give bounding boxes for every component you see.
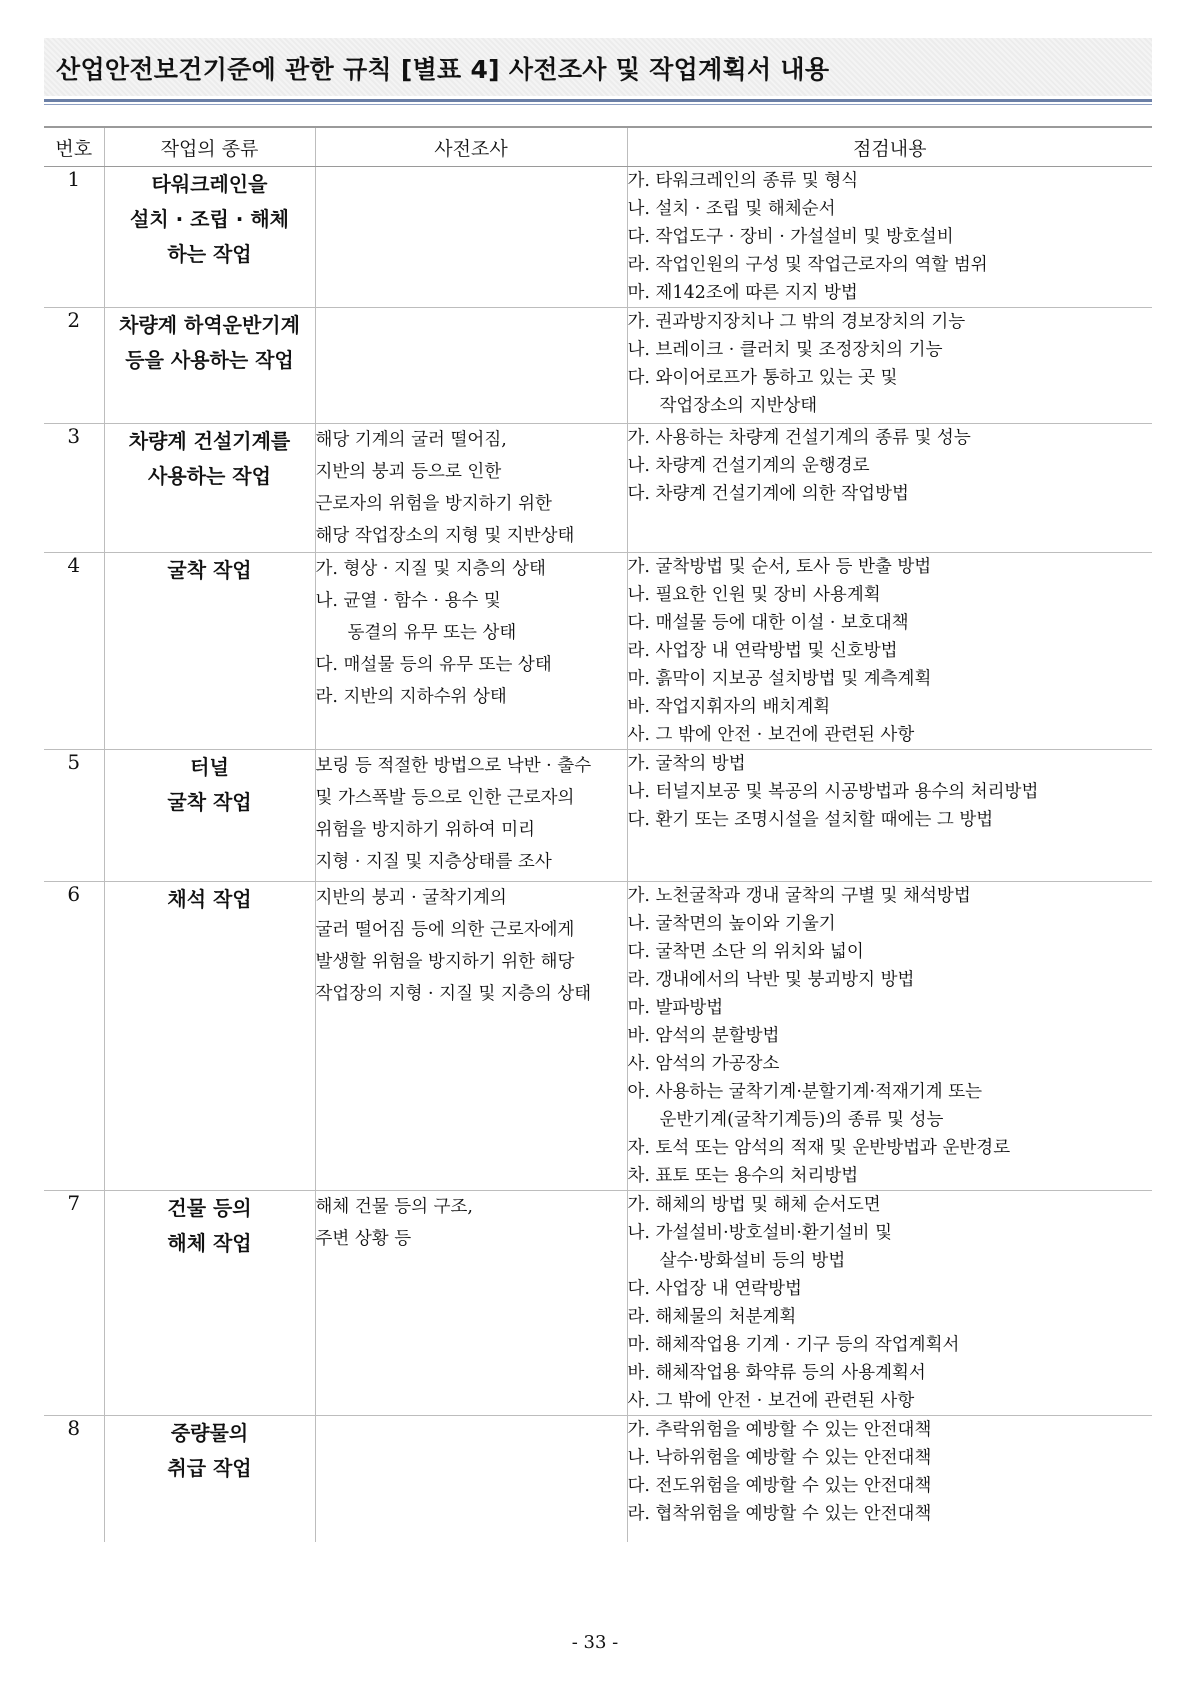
- table-row: [44, 882, 1152, 1191]
- pre-survey-line: 해당 작업장소의 지형 및 지반상태: [315, 526, 575, 546]
- inspection-item: 가. 타워크레인의 종류 및 형식: [627, 171, 859, 191]
- inspection-item: 다. 전도위험을 예방할 수 있는 안전대책: [627, 1476, 932, 1496]
- inspection-cell: [627, 750, 1152, 882]
- inspection-item: 나. 터널지보공 및 복공의 시공방법과 용수의 처리방법: [627, 782, 1039, 802]
- inspection-item: 다. 차량계 건설기계에 의한 작업방법: [627, 484, 909, 504]
- work-type-cell: [104, 553, 315, 750]
- inspection-item: 마. 해체작업용 기계 · 기구 등의 작업계획서: [627, 1335, 960, 1355]
- pre-survey-line: 지형 · 지질 및 지층상태를 조사: [315, 852, 552, 872]
- inspection-item: 나. 설치 · 조립 및 해체순서: [627, 199, 836, 219]
- inspection-item: 다. 작업도구 · 장비 · 가설설비 및 방호설비: [627, 227, 954, 247]
- pre-survey-cell: [315, 1416, 627, 1542]
- work-type-line: 굴착 작업: [167, 558, 252, 582]
- pre-survey-line: 라. 지반의 지하수위 상태: [315, 687, 507, 707]
- inspection-item: 다. 사업장 내 연락방법: [627, 1279, 802, 1299]
- inspection-cell: [627, 167, 1152, 308]
- work-type-line: 차량계 건설기계를: [128, 429, 291, 453]
- pre-survey-cell: [315, 167, 627, 308]
- pre-survey-line: 지반의 붕괴 · 굴착기계의: [315, 888, 507, 908]
- pre-survey-line: 주변 상황 등: [315, 1229, 412, 1249]
- pre-survey-line: 작업장의 지형 · 지질 및 지층의 상태: [315, 984, 592, 1004]
- inspection-item: 바. 암석의 분할방법: [627, 1026, 780, 1046]
- inspection-item: 사. 그 밖에 안전 · 보건에 관련된 사항: [627, 725, 915, 745]
- inspection-cell: [627, 553, 1152, 750]
- row-number: 7: [44, 1191, 104, 1416]
- table-row: [44, 424, 1152, 553]
- title-band: [44, 38, 1152, 96]
- inspection-item: 라. 사업장 내 연락방법 및 신호방법: [627, 641, 898, 661]
- inspection-item: 바. 해체작업용 화약류 등의 사용계획서: [627, 1363, 926, 1383]
- inspection-item: 다. 매설물 등에 대한 이설 · 보호대책: [627, 613, 909, 633]
- inspection-item: 라. 작업인원의 구성 및 작업근로자의 역할 범위: [627, 255, 988, 275]
- inspection-item: 마. 발파방법: [627, 998, 724, 1018]
- inspection-item: 가. 사용하는 차량계 건설기계의 종류 및 성능: [627, 428, 971, 448]
- pre-survey-cell: [315, 553, 627, 750]
- inspection-item: 나. 가설설비·방호설비·환기설비 및: [627, 1223, 892, 1243]
- inspection-item: 가. 추락위험을 예방할 수 있는 안전대책: [627, 1420, 932, 1440]
- work-type-cell: [104, 1191, 315, 1416]
- pre-survey-line: 동결의 유무 또는 상태: [347, 623, 517, 643]
- work-type-line: 사용하는 작업: [148, 464, 271, 488]
- title-rule-thick: [44, 99, 1152, 102]
- inspection-item: 가. 해체의 방법 및 해체 순서도면: [627, 1195, 881, 1215]
- work-type-line: 하는 작업: [167, 242, 252, 266]
- work-type-line: 건물 등의: [167, 1196, 252, 1220]
- inspection-cell: [627, 308, 1152, 424]
- inspection-item: 라. 협착위험을 예방할 수 있는 안전대책: [627, 1504, 932, 1524]
- inspection-item: 라. 갱내에서의 낙반 및 붕괴방지 방법: [627, 970, 915, 990]
- pre-survey-line: 보링 등 적절한 방법으로 낙반 · 출수: [315, 756, 592, 776]
- pre-survey-line: 가. 형상 · 지질 및 지층의 상태: [315, 559, 546, 579]
- inspection-item: 나. 낙하위험을 예방할 수 있는 안전대책: [627, 1448, 932, 1468]
- pre-survey-line: 해당 기계의 굴러 떨어짐,: [315, 430, 507, 450]
- page-number: - 33 -: [571, 1632, 619, 1653]
- inspection-item: 나. 굴착면의 높이와 기울기: [627, 914, 836, 934]
- table-row: [44, 1416, 1152, 1542]
- inspection-item: 마. 흙막이 지보공 설치방법 및 계측계획: [627, 669, 932, 689]
- page-title: 산업안전보건기준에 관한 규칙 [별표 4] 사전조사 및 작업계획서 내용: [56, 55, 830, 84]
- pre-survey-cell: [315, 882, 627, 1191]
- pre-survey-line: 위험을 방지하기 위하여 미리: [315, 820, 536, 840]
- inspection-item: 라. 해체물의 처분계획: [627, 1307, 797, 1327]
- header-number: 번호: [44, 127, 104, 167]
- inspection-item: 운반기계(굴착기계등)의 종류 및 성능: [659, 1110, 944, 1130]
- row-number: 2: [44, 308, 104, 424]
- pre-survey-cell: [315, 750, 627, 882]
- table-row: [44, 308, 1152, 424]
- work-type-line: 차량계 하역운반기계: [119, 313, 300, 337]
- row-number: 8: [67, 1416, 81, 1440]
- inspection-item: 다. 환기 또는 조명시설을 설치할 때에는 그 방법: [627, 810, 994, 830]
- table-row: [44, 1191, 1152, 1416]
- work-type-cell: [104, 750, 315, 882]
- pre-survey-line: 나. 균열 · 함수 · 용수 및: [315, 591, 501, 611]
- inspection-item: 다. 와이어로프가 통하고 있는 곳 및: [627, 368, 898, 388]
- header-inspection: 점검내용: [627, 127, 1152, 167]
- work-type-cell: [104, 1416, 315, 1542]
- pre-survey-line: 해체 건물 등의 구조,: [315, 1197, 473, 1217]
- pre-survey-cell: [315, 308, 627, 424]
- inspection-item: 차. 표토 또는 용수의 처리방법: [627, 1166, 859, 1186]
- inspection-item: 마. 제142조에 따른 지지 방법: [627, 283, 858, 303]
- inspection-item: 나. 필요한 인원 및 장비 사용계획: [627, 585, 881, 605]
- inspection-item: 사. 암석의 가공장소: [627, 1054, 780, 1074]
- work-type-cell: [104, 424, 315, 553]
- work-type-cell: [104, 308, 315, 424]
- inspection-cell: [627, 1416, 1152, 1542]
- inspection-item: 가. 굴착방법 및 순서, 토사 등 반출 방법: [627, 557, 932, 577]
- inspection-item: 자. 토석 또는 암석의 적재 및 운반방법과 운반경로: [627, 1138, 1011, 1158]
- inspection-item: 가. 굴착의 방법: [627, 754, 746, 774]
- header-work-type: 작업의 종류: [104, 127, 315, 167]
- work-type-line: 터널: [190, 755, 229, 779]
- table-body: [44, 167, 1152, 1542]
- table-row: [44, 750, 1152, 882]
- inspection-item: 아. 사용하는 굴착기계·분할기계·적재기계 또는: [627, 1082, 983, 1102]
- inspection-item: 다. 굴착면 소단 의 위치와 넓이: [627, 942, 864, 962]
- row-number: 5: [44, 750, 104, 882]
- work-type-line: 중량물의: [170, 1421, 249, 1445]
- pre-survey-line: 굴러 떨어짐 등에 의한 근로자에게: [315, 920, 575, 940]
- title-rule-thin: [44, 104, 1152, 105]
- header-pre-survey: 사전조사: [315, 127, 627, 167]
- work-type-line: 해체 작업: [167, 1231, 252, 1255]
- work-type-line: 굴착 작업: [167, 790, 252, 814]
- inspection-cell: [627, 1191, 1152, 1416]
- inspection-item: 사. 그 밖에 안전 · 보건에 관련된 사항: [627, 1391, 915, 1411]
- pre-survey-line: 지반의 붕괴 등으로 인한: [315, 462, 502, 482]
- table-row: [44, 167, 1152, 308]
- inspection-item: 나. 브레이크 · 클러치 및 조정장치의 기능: [627, 340, 943, 360]
- row-number: 3: [44, 424, 104, 553]
- inspection-item: 가. 권과방지장치나 그 밖의 경보장치의 기능: [627, 312, 966, 332]
- row-number: 1: [44, 167, 104, 308]
- pre-survey-line: 다. 매설물 등의 유무 또는 상태: [315, 655, 552, 675]
- inspection-item: 나. 차량계 건설기계의 운행경로: [627, 456, 870, 476]
- pre-survey-cell: [315, 1191, 627, 1416]
- pre-survey-cell: [315, 424, 627, 553]
- work-type-line: 취급 작업: [167, 1456, 252, 1480]
- work-type-line: 등을 사용하는 작업: [125, 348, 294, 372]
- pre-survey-line: 발생할 위험을 방지하기 위한 해당: [315, 952, 575, 972]
- table-header-row: [44, 127, 1152, 167]
- work-type-line: 설치 · 조립 · 해체: [130, 207, 289, 231]
- work-type-cell: [104, 882, 315, 1191]
- table-row: [44, 553, 1152, 750]
- inspection-item: 살수·방화설비 등의 방법: [659, 1251, 846, 1271]
- inspection-cell: [627, 882, 1152, 1191]
- work-type-cell: [104, 167, 315, 308]
- inspection-item: 작업장소의 지반상태: [659, 396, 818, 416]
- row-number: 6: [44, 882, 104, 1191]
- pre-survey-line: 근로자의 위험을 방지하기 위한: [315, 494, 552, 514]
- pre-survey-line: 및 가스폭발 등으로 인한 근로자의: [315, 788, 575, 808]
- work-type-line: 타워크레인을: [151, 172, 268, 196]
- inspection-cell: [627, 424, 1152, 553]
- inspection-item: 가. 노천굴착과 갱내 굴착의 구별 및 채석방법: [627, 886, 971, 906]
- survey-plan-table: [44, 126, 1152, 1542]
- row-number: 4: [44, 553, 104, 750]
- work-type-line: 채석 작업: [167, 887, 252, 911]
- inspection-item: 바. 작업지휘자의 배치계획: [627, 697, 831, 717]
